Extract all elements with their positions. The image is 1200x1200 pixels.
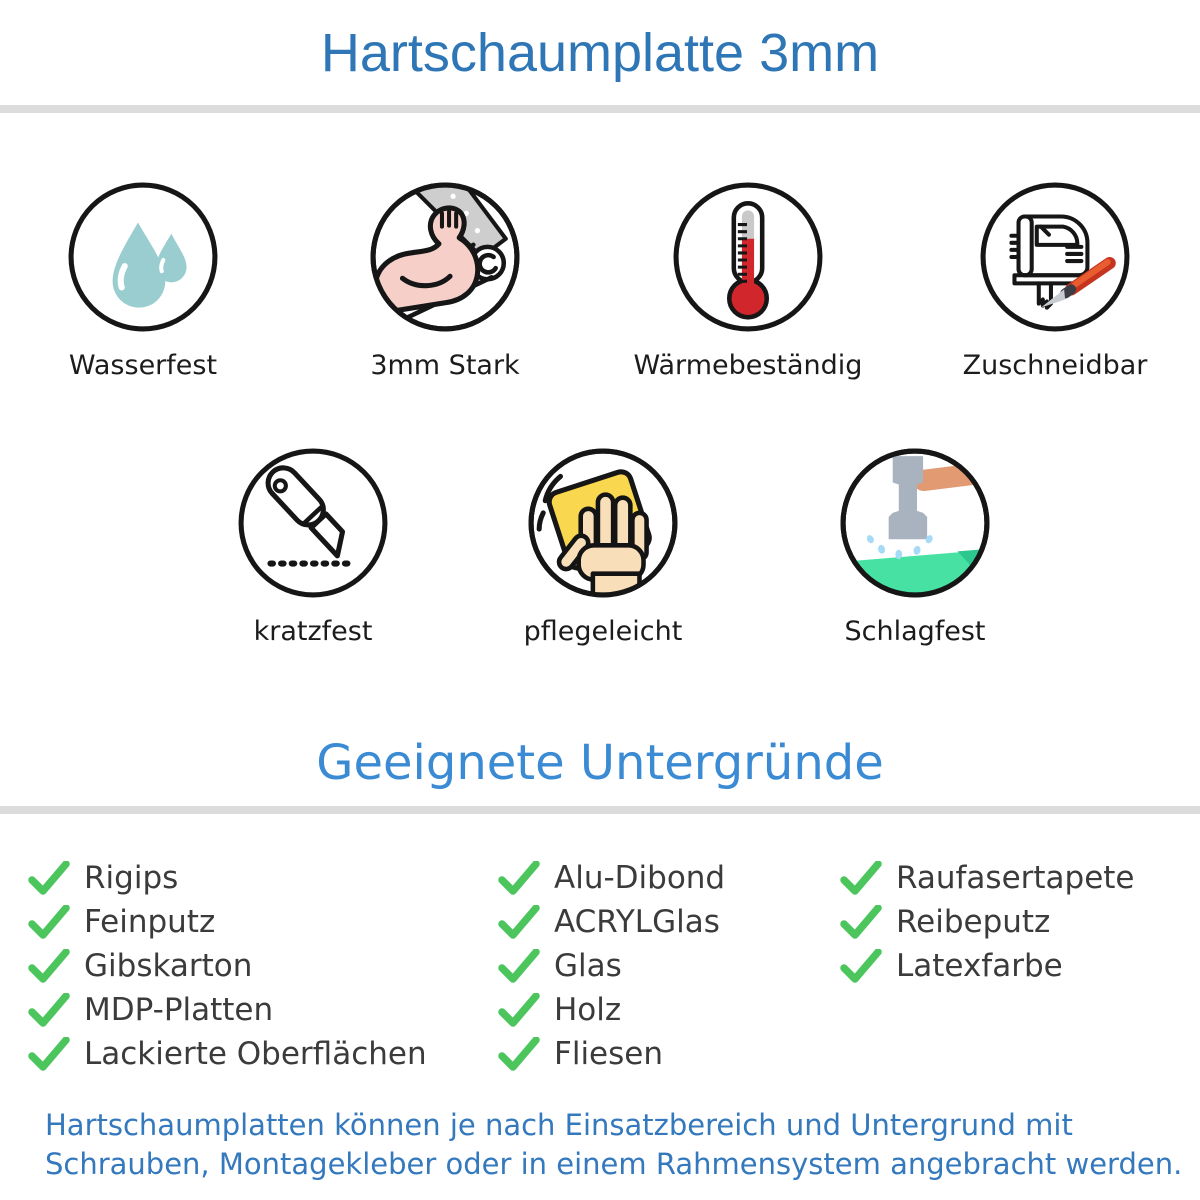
checkmark-icon (498, 905, 540, 939)
feature-pflegeleicht (473, 446, 733, 647)
substrate-item (498, 944, 725, 988)
checkmark-icon (840, 861, 882, 895)
substrate-label: Fliesen (554, 1036, 663, 1072)
substrate-item (28, 856, 427, 900)
footer-line-1: Hartschaumplatten können je nach Einsatzbereich und Untergrund mit (45, 1108, 1073, 1142)
feature-waermebestaendig (618, 180, 878, 381)
feature-label: Schlagfest (844, 616, 986, 647)
feature-label: 3mm Stark (370, 350, 520, 381)
substrate-label: Reibeputz (896, 904, 1051, 940)
substrate-item (498, 988, 725, 1032)
substrate-item (28, 988, 427, 1032)
thermometer-icon (671, 180, 825, 334)
checkmark-icon (28, 861, 70, 895)
substrate-label: Raufasertapete (896, 860, 1135, 896)
substrate-item (28, 944, 427, 988)
wiping-hand-icon (526, 446, 680, 600)
substrate-label: ACRYLGlas (554, 904, 720, 940)
checkmark-icon (28, 905, 70, 939)
substrate-label: Gibskarton (84, 948, 253, 984)
feature-schlagfest (785, 446, 1045, 647)
substrate-item (840, 856, 1135, 900)
divider (0, 806, 1200, 814)
substrate-item (28, 1032, 427, 1076)
page-title: Hartschaumplatte 3mm (320, 23, 880, 83)
substrate-column-1 (28, 856, 427, 1076)
substrate-item (498, 900, 725, 944)
feature-label: Wasserfest (68, 350, 218, 381)
section-heading: Geeignete Untergründe (316, 735, 884, 791)
feature-wasserfest (13, 180, 273, 381)
substrate-item (498, 856, 725, 900)
checkmark-icon (498, 993, 540, 1027)
substrate-item (498, 1032, 725, 1076)
feature-label: pflegeleicht (523, 616, 683, 647)
feature-label: kratzfest (253, 616, 373, 647)
water-drops-icon (66, 180, 220, 334)
hammer-impact-icon (838, 446, 992, 600)
checkmark-icon (840, 905, 882, 939)
checkmark-icon (498, 861, 540, 895)
feature-label: Wärmebeständig (633, 350, 863, 381)
substrate-label: Glas (554, 948, 622, 984)
checkmark-icon (28, 993, 70, 1027)
feature-zuschneidbar (925, 180, 1185, 381)
checkmark-icon (840, 949, 882, 983)
substrate-item (840, 944, 1135, 988)
substrate-column-3 (840, 856, 1135, 988)
substrate-label: Feinputz (84, 904, 216, 940)
feature-3mm-stark (315, 180, 575, 381)
utility-knife-icon (236, 446, 390, 600)
substrate-label: Holz (554, 992, 622, 1028)
substrate-label: Alu-Dibond (554, 860, 726, 896)
substrate-item (28, 900, 427, 944)
flexed-arm-icon (368, 180, 522, 334)
feature-label: Zuschneidbar (962, 350, 1148, 381)
divider (0, 105, 1200, 113)
checkmark-icon (498, 949, 540, 983)
checkmark-icon (28, 949, 70, 983)
substrate-item (840, 900, 1135, 944)
substrate-label: Latexfarbe (896, 948, 1063, 984)
footer-line-2: Schrauben, Montagekleber oder in einem Rahmensystem angebracht werden. (45, 1147, 1183, 1181)
substrate-column-2 (498, 856, 725, 1076)
checkmark-icon (498, 1037, 540, 1071)
jigsaw-cutter-icon (978, 180, 1132, 334)
substrate-label: Lackierte Oberflächen (84, 1036, 427, 1072)
feature-kratzfest (183, 446, 443, 647)
checkmark-icon (28, 1037, 70, 1071)
substrate-label: MDP-Platten (84, 992, 274, 1028)
substrate-label: Rigips (84, 860, 179, 896)
footer-note (45, 1106, 1182, 1184)
